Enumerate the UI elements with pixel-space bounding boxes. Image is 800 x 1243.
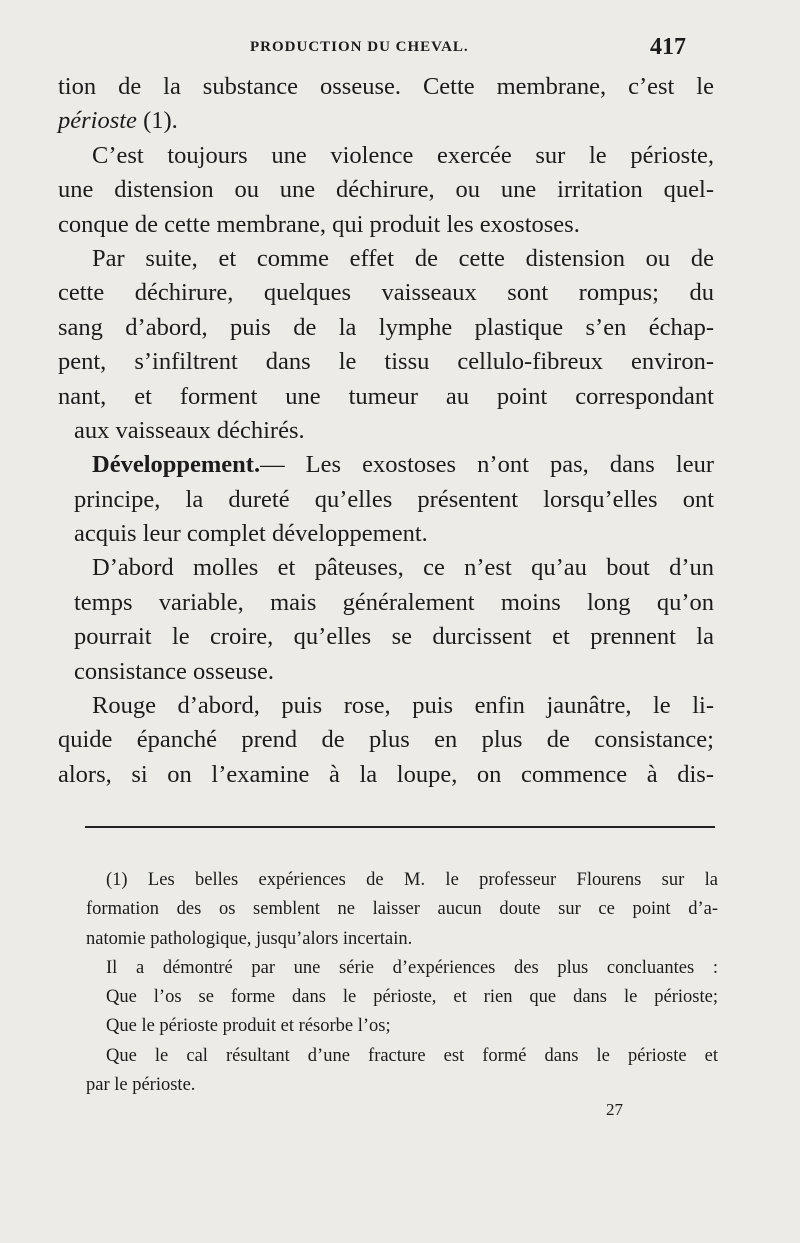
footnote-block (86, 866, 718, 1100)
footnote-line: natomie pathologique, jusqu’alors incertain. (86, 928, 413, 949)
text-line: consistance osseuse. (74, 657, 275, 685)
text-line: cette déchirure, quelques vaisseaux sont rompus; du (58, 279, 714, 307)
section-heading: Développement. (92, 451, 261, 479)
page-header (0, 34, 800, 64)
footnote-reference: (1). (136, 107, 178, 135)
text-line (58, 448, 714, 482)
text-line: acquis leur complet développement. (74, 520, 428, 548)
text-line: pourrait le croire, qu’elles se durcissent et prennent la (74, 623, 714, 651)
text-line: aux vaisseaux déchirés. (74, 416, 305, 444)
text-line: conque de cette membrane, qui produit les exostoses. (58, 210, 580, 238)
page-number: 417 (650, 34, 686, 60)
text-line: une distension ou une déchirure, ou une irritation quel- (58, 176, 714, 204)
text-line: D’abord molles et pâteuses, ce n’est qu’au bout d’un (92, 554, 714, 582)
footnote-line: Que l’os se forme dans le périoste, et rien que dans le périoste; (106, 987, 718, 1008)
footnote-rule (85, 826, 715, 828)
text-line: principe, la dureté qu’elles présentent lorsqu’elles ont (74, 485, 714, 513)
text-line: nant, et forment une tumeur au point correspondant (58, 382, 714, 410)
italic-term: périoste (58, 107, 137, 135)
footnote-line: par le périoste. (86, 1075, 196, 1096)
text-line: temps variable, mais généralement moins long qu’on (74, 588, 714, 616)
body-text (58, 70, 714, 792)
text-run: — Les exostoses n’ont pas, dans leur (260, 451, 714, 479)
footnote-line: Il a démontré par une série d’expériences des plus concluantes : (106, 957, 718, 978)
text-line: Par suite, et comme effet de cette distension ou de (92, 244, 714, 272)
signature-mark: 27 (606, 1100, 623, 1119)
running-title: PRODUCTION DU CHEVAL. (250, 39, 469, 55)
text-line: tion de la substance osseuse. Cette membrane, c’est le (58, 73, 714, 100)
text-line: quide épanché prend de plus en plus de consistance; (58, 726, 714, 754)
text-line: sang d’abord, puis de la lymphe plastique s’en échap- (58, 313, 714, 341)
footnote-line: (1) Les belles expériences de M. le professeur Flourens sur la (106, 870, 718, 890)
footnote-line: Que le périoste produit et résorbe l’os; (106, 1016, 391, 1037)
text-line: pent, s’infiltrent dans le tissu cellulo-fibreux environ- (58, 348, 714, 376)
text-line (58, 104, 714, 138)
footnote-line: formation des os semblent ne laisser aucun doute sur ce point d’a- (86, 899, 718, 920)
footnote-line: Que le cal résultant d’une fracture est formé dans le périoste et (106, 1045, 718, 1066)
text-line: C’est toujours une violence exercée sur le périoste, (92, 141, 714, 169)
text-line: Rouge d’abord, puis rose, puis enfin jaunâtre, le li- (92, 692, 714, 720)
text-line: alors, si on l’examine à la loupe, on commence à dis- (58, 760, 714, 788)
